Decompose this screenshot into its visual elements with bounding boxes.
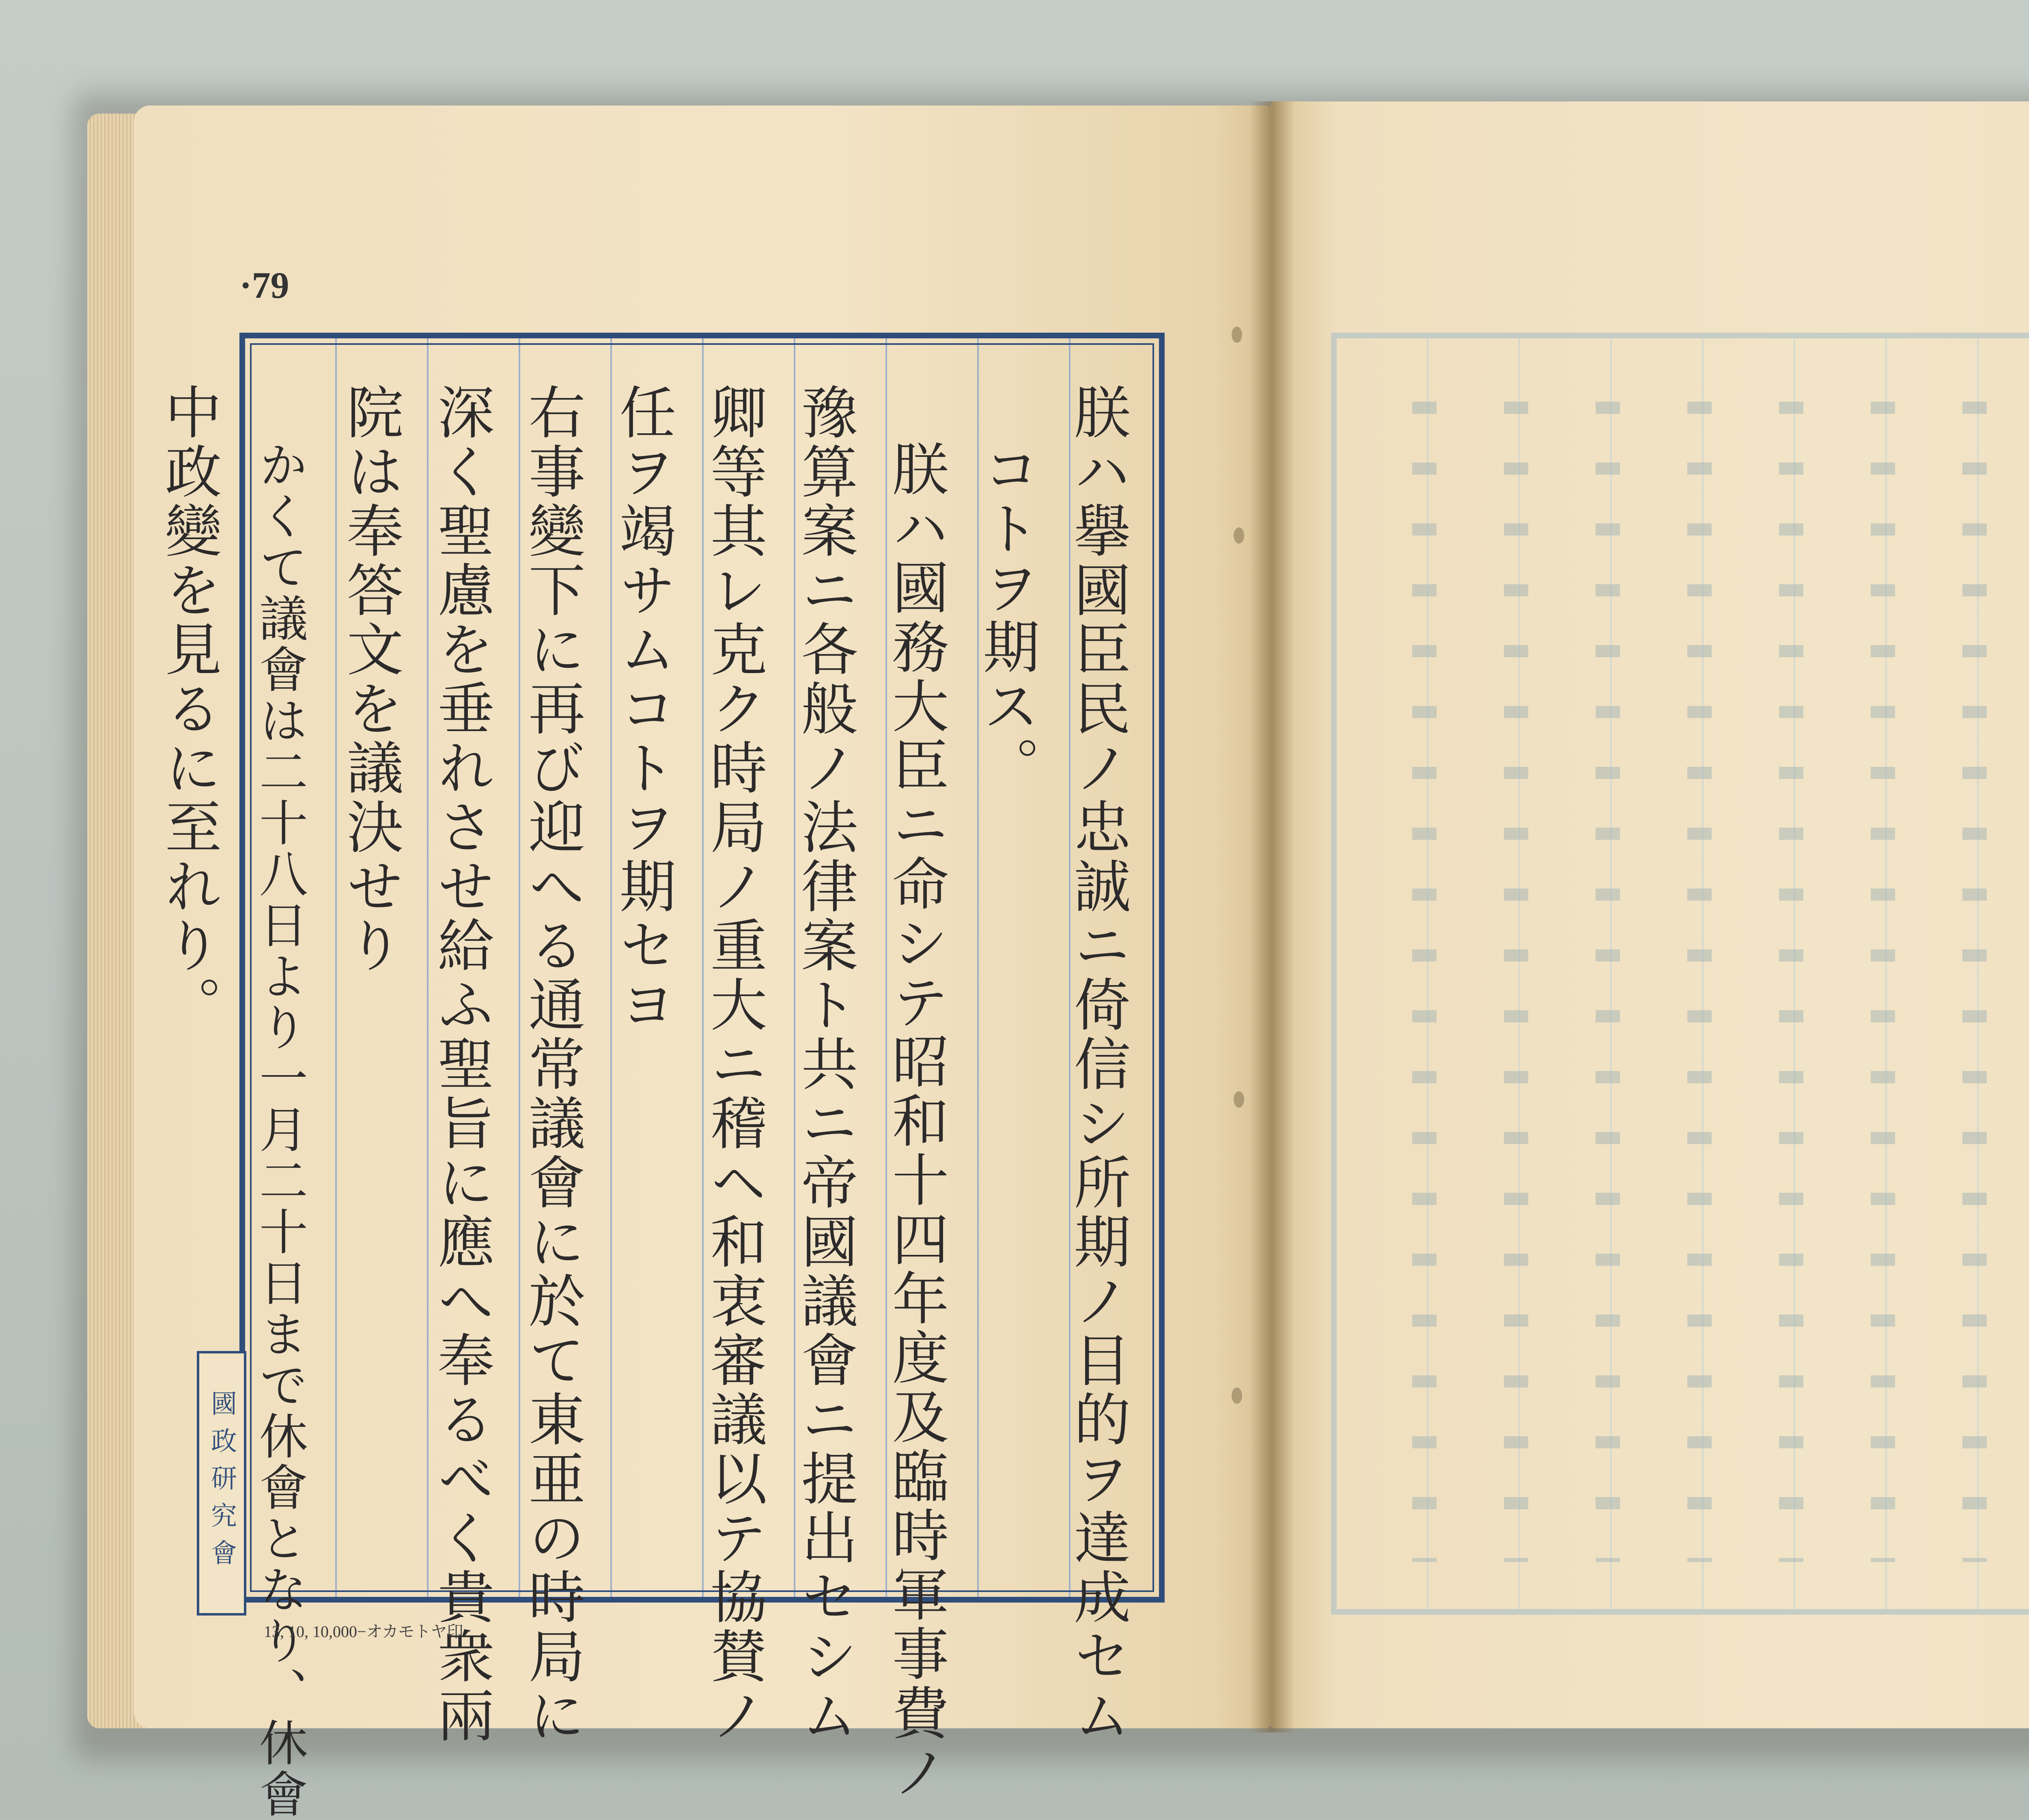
book-gutter	[1250, 101, 1295, 1732]
text-column: 右事變下に再び迎へる通常議會に於て東亜の時局に	[519, 383, 585, 1745]
text-column: かくて議會は二十八日より一月二十日まで休會となり、休會	[251, 440, 308, 1820]
bleed-through-column	[1655, 385, 1747, 1562]
text-column: 中政變を見るに至れり。	[155, 383, 222, 1035]
bleed-through-column	[1747, 385, 1838, 1562]
binding-hole	[1232, 1388, 1242, 1404]
bleed-through-column	[1838, 385, 1930, 1562]
print-note: 13, 10, 10,000−オカモトヤ印	[264, 1622, 463, 1641]
text-column: 院は奉答文を議決せり	[337, 383, 403, 975]
bleed-through-column	[1380, 385, 1471, 1562]
binding-hole	[1234, 527, 1244, 544]
text-column: コトヲ期ス。	[974, 440, 1040, 795]
text-column: 任ヲ竭サムコトヲ期セヨ	[610, 383, 676, 1035]
text-column: 朕ハ國務大臣ニ命シテ昭和十四年度及臨時軍事費ノ	[883, 440, 949, 1802]
text-column: 深く聖慮を垂れさせ給ふ聖旨に應へ奉るべく貴衆兩	[428, 383, 494, 1745]
bleed-through-column	[2022, 385, 2029, 1562]
bleed-through-column	[1563, 385, 1655, 1562]
bleed-through-column	[1930, 385, 2022, 1562]
text-column: 豫算案ニ各般ノ法律案ト共ニ帝國議會ニ提出セシム	[792, 383, 858, 1745]
publisher-stamp: 國政研究會	[197, 1351, 246, 1616]
text-column: 卿等其レ克ク時局ノ重大ニ稽ヘ和衷審議以テ協賛ノ	[701, 383, 767, 1745]
page-number: ·79	[239, 265, 289, 306]
text-column: 朕ハ擧國臣民ノ忠誠ニ倚信シ所期ノ目的ヲ達成セム	[1064, 383, 1131, 1745]
bleed-through-text	[1380, 385, 2029, 1562]
binding-hole	[1232, 327, 1242, 343]
binding-hole	[1234, 1091, 1244, 1108]
bleed-through-column	[1471, 385, 1563, 1562]
